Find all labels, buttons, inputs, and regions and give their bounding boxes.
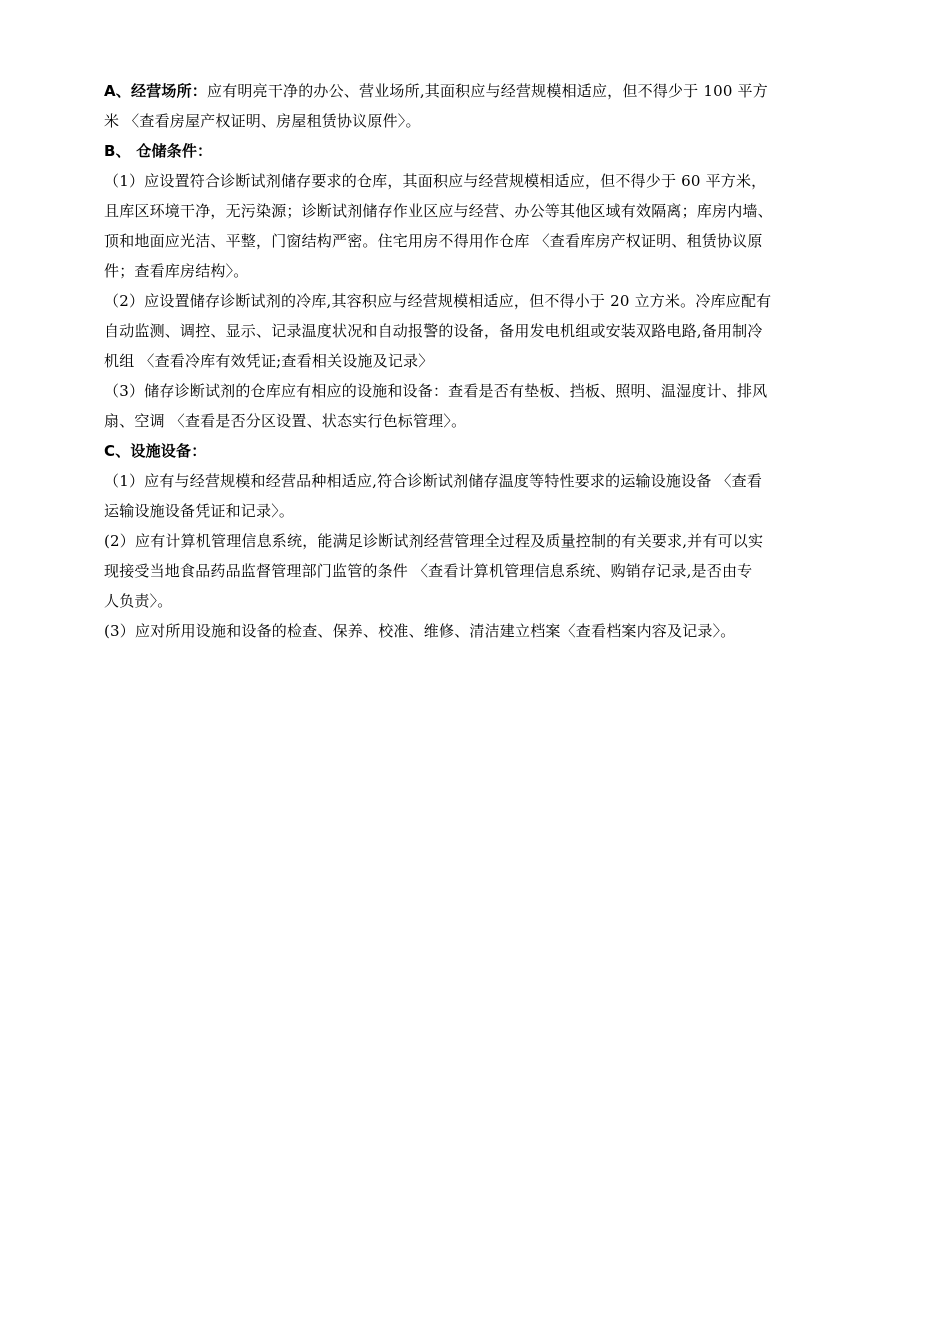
section-c-item-2-line-3: 人负责〉。: [104, 592, 173, 610]
section-b-item-1-line-1: （1）应设置符合诊断试剂储存要求的仓库，其面积应与经营规模相适应，但不得少于 60 平方米，: [104, 172, 767, 190]
section-b-item-2-line-3: 机组 〈查看冷库有效凭证;查看相关设施及记录〉: [104, 352, 434, 370]
section-a-text: 应有明亮干净的办公、营业场所,其面积应与经营规模相适应，但不得少于 100 平方: [207, 82, 768, 100]
section-b-item-1-line-4: 件；查看库房结构〉。: [104, 262, 249, 280]
section-c-item-2-line-2: 现接受当地食品药品监督管理部门监管的条件 〈查看计算机管理信息系统、购销存记录,是否由专: [104, 562, 753, 580]
document-page: [104, 76, 848, 646]
section-c-item-2-line-1: (2）应有计算机管理信息系统，能满足诊断试剂经营管理全过程及质量控制的有关要求,并有可以实: [104, 532, 764, 550]
section-b-item-2-line-2: 自动监测、调控、显示、记录温度状况和自动报警的设备，备用发电机组或安装双路电路,备用制冷: [104, 322, 763, 340]
section-b-heading: B、 仓储条件：: [104, 142, 213, 160]
section-b-item-3-line-1: （3）储存诊断试剂的仓库应有相应的设施和设备：查看是否有垫板、挡板、照明、温湿度计、排风: [104, 382, 768, 400]
section-a-label: A、经营场所：: [104, 82, 208, 100]
section-b-item-1-line-3: 顶和地面应光洁、平整，门窗结构严密。住宅用房不得用作仓库 〈查看库房产权证明、租赁协议原: [104, 232, 763, 250]
section-c-item-3-line-1: (3）应对所用设施和设备的检查、保养、校准、维修、清洁建立档案〈查看档案内容及记录〉。: [104, 622, 736, 640]
section-a-line-1: [104, 76, 848, 106]
section-c-item-1-line-2: 运输设施设备凭证和记录〉。: [104, 502, 295, 520]
section-b-item-1-line-2: 且库区环境干净，无污染源；诊断试剂储存作业区应与经营、办公等其他区域有效隔离；库房内墙、: [104, 202, 773, 220]
section-c-heading: C、设施设备：: [104, 442, 207, 460]
section-a-line-2: 米 〈查看房屋产权证明、房屋租赁协议原件〉。: [104, 112, 421, 130]
section-c-item-1-line-1: （1）应有与经营规模和经营品种相适应,符合诊断试剂储存温度等特性要求的运输设施设备 〈查看: [104, 472, 763, 490]
section-b-item-3-line-2: 扇、空调 〈查看是否分区设置、状态实行色标管理〉。: [104, 412, 467, 430]
section-b-item-2-line-1: （2）应设置储存诊断试剂的冷库,其容积应与经营规模相适应，但不得小于 20 立方米。冷库应配有: [104, 292, 772, 310]
